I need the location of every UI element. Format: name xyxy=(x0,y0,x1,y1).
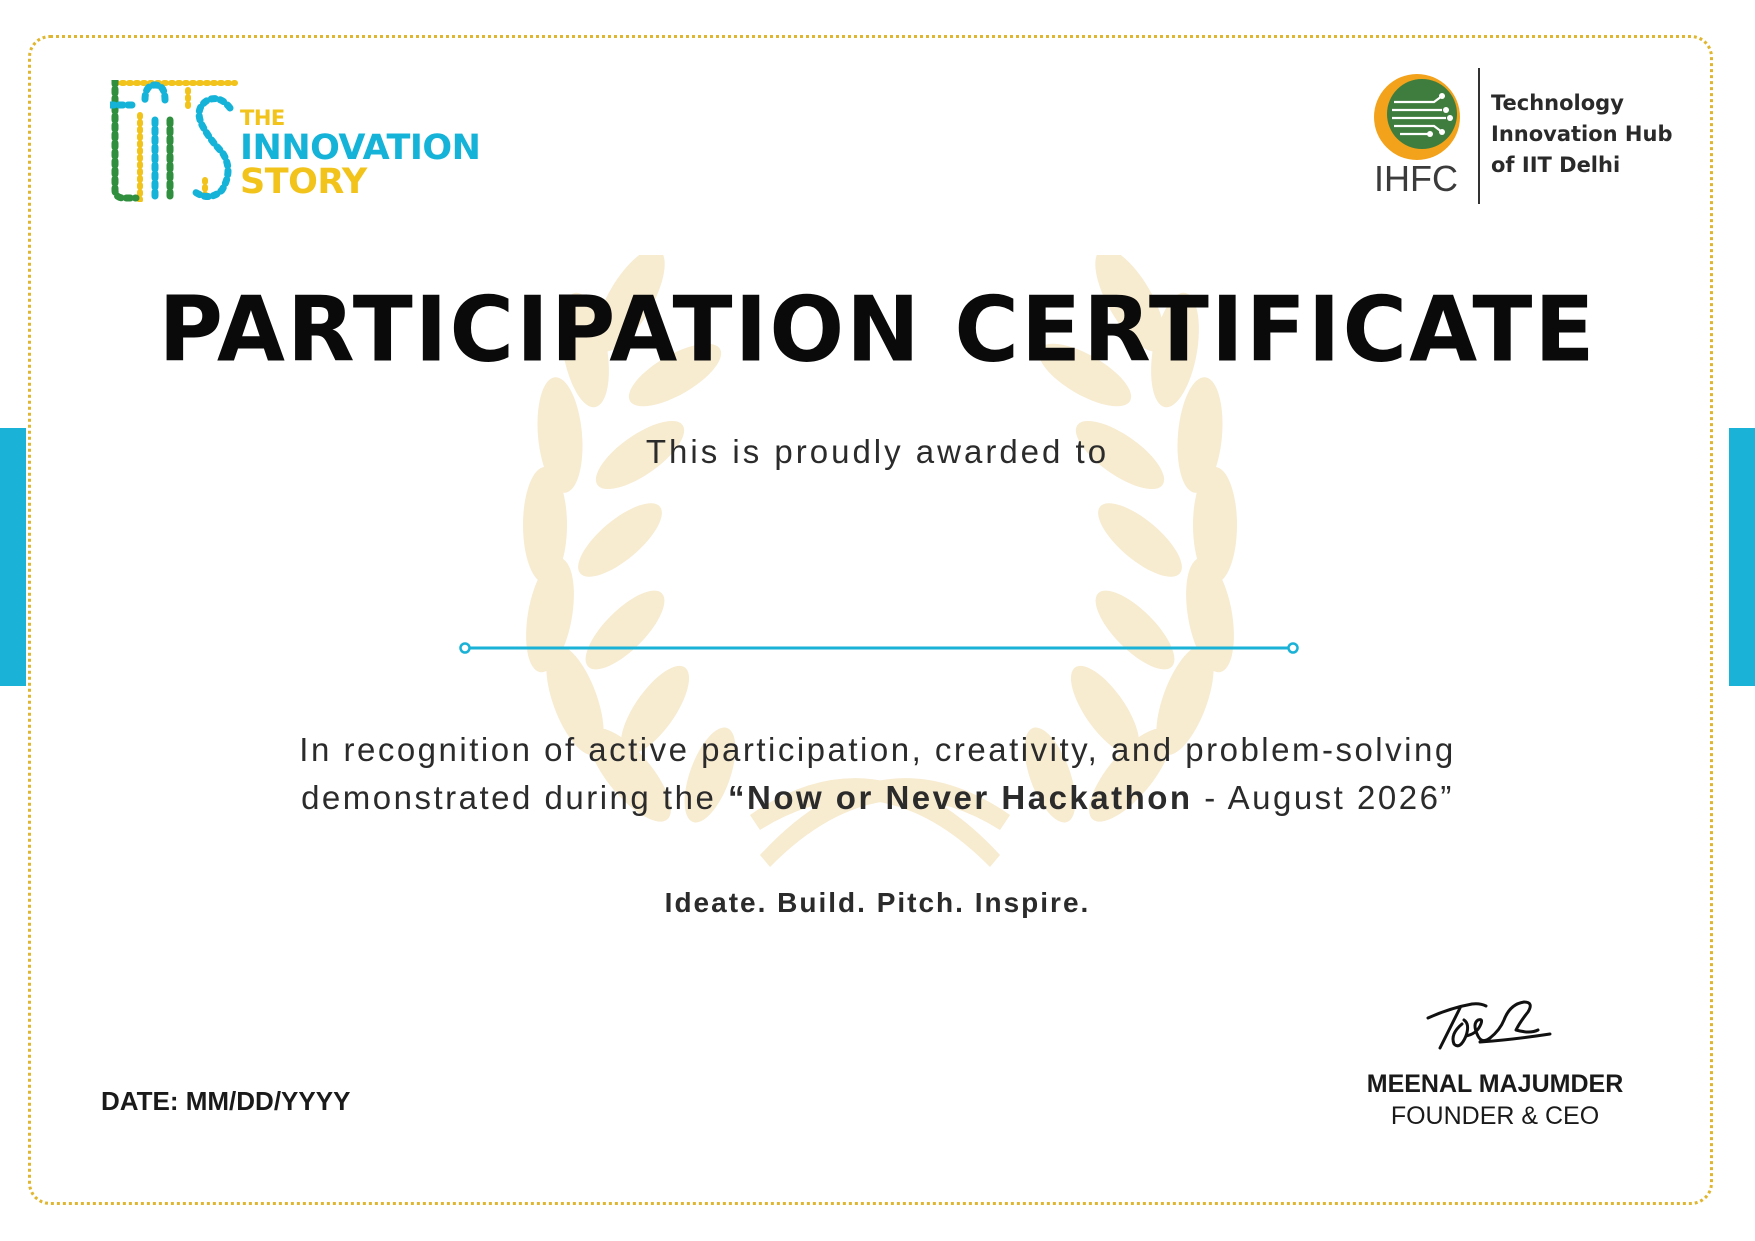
signer-name: MEENAL MAJUMDER xyxy=(1366,1070,1624,1098)
recognition-text xyxy=(0,726,1755,822)
recognition-prefix: demonstrated during the xyxy=(301,779,728,816)
signer-role: FOUNDER & CEO xyxy=(1390,1102,1600,1130)
ihfc-emblem-icon xyxy=(1372,72,1462,162)
certificate-title: PARTICIPATION CERTIFICATE xyxy=(158,276,1597,383)
brand-left-line3: STORY xyxy=(240,162,367,202)
recognition-line1: In recognition of active participation, creativity, and problem-solving xyxy=(299,731,1456,768)
innovation-story-wordmark xyxy=(240,108,480,200)
brand-left-line1: THE xyxy=(240,106,285,130)
ihfc-caption-line1: Technology xyxy=(1491,91,1624,115)
ihfc-caption-line3: of IIT Delhi xyxy=(1491,153,1621,177)
date-label: DATE: MM/DD/YYYY xyxy=(101,1086,351,1116)
event-name: “Now or Never Hackathon xyxy=(727,779,1193,816)
brand-left-line2: INNOVATION xyxy=(240,128,481,168)
ihfc-caption xyxy=(1491,88,1672,181)
awarded-text: This is proudly awarded to xyxy=(645,433,1110,470)
recognition-line2 xyxy=(0,774,1755,822)
recognition-suffix: - August 2026” xyxy=(1192,779,1454,816)
signature-icon xyxy=(1420,990,1560,1060)
ihfc-wordmark: IHFC xyxy=(1374,158,1458,199)
recipient-name-line xyxy=(458,641,1300,655)
tagline: Ideate. Build. Pitch. Inspire. xyxy=(664,887,1091,918)
ihfc-caption-line2: Innovation Hub xyxy=(1491,122,1673,146)
ihfc-divider xyxy=(1478,68,1480,204)
